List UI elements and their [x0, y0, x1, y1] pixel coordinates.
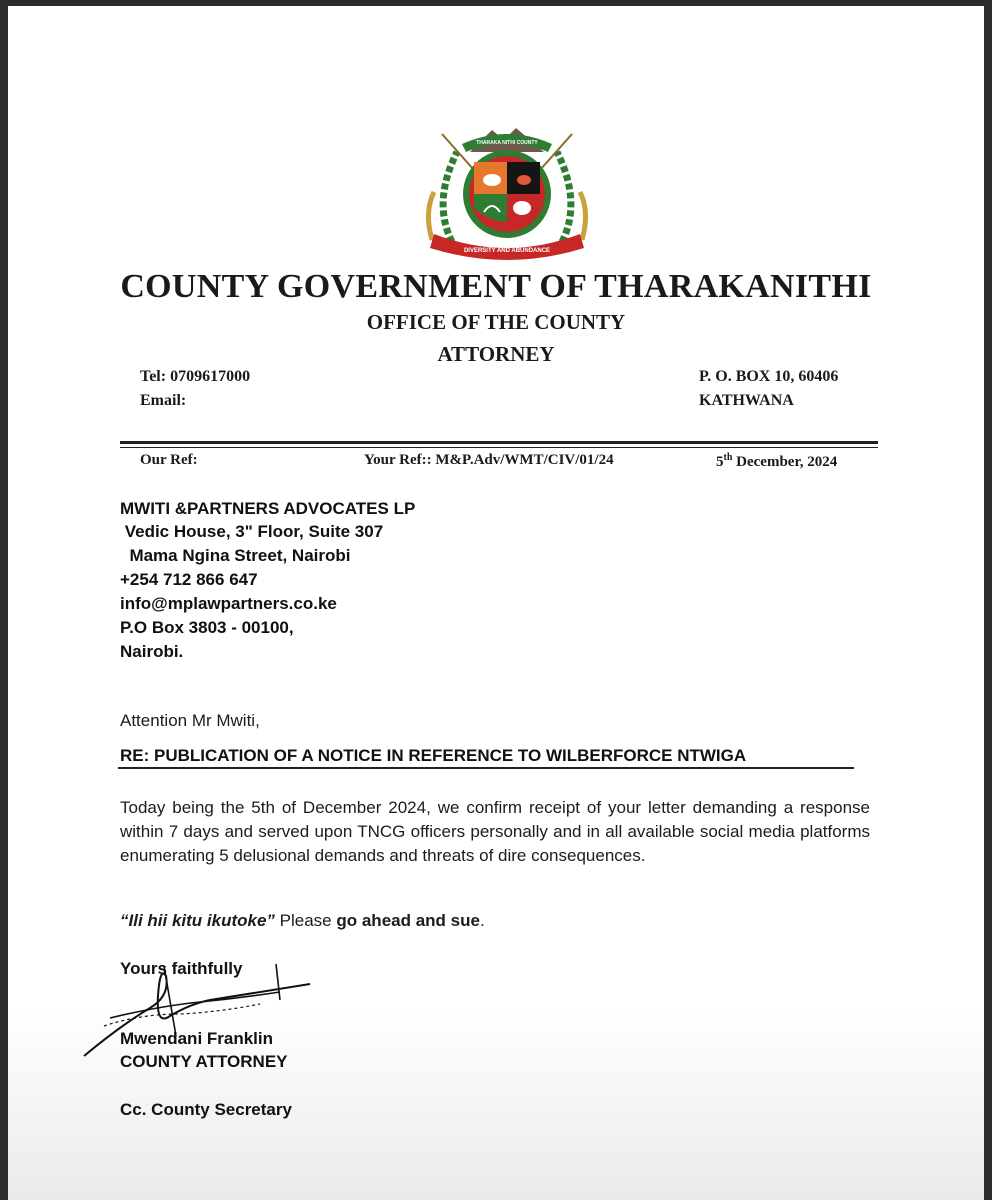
po-box-text: P. O. BOX 10, 60406: [699, 368, 839, 385]
office-line-1: OFFICE OF THE COUNTY: [366, 310, 626, 334]
closing-bold: go ahead and sue: [336, 911, 480, 930]
closing-period: .: [479, 911, 485, 930]
town-text: KATHWANA: [699, 392, 794, 409]
recipient-phone: +254 712 866 647: [120, 570, 258, 589]
recipient-name: MWITI &PARTNERS ADVOCATES LP: [120, 499, 416, 518]
body-paragraph: Today being the 5th of December 2024, we confirm receipt of your letter demanding a response within 7 days and served upon TNCG officers personally and in all available social media platforms enumerating 5 delusional demands and threats of dire consequences.: [120, 798, 870, 865]
date-suffix: th: [723, 452, 733, 463]
attention-line: Attention Mr Mwiti,: [120, 711, 260, 730]
recipient-line-2: Mama Ngina Street, Nairobi: [120, 546, 351, 565]
letter-page: [8, 6, 984, 1200]
cc-line: Cc. County Secretary: [120, 1100, 292, 1119]
date-day: 5: [716, 454, 724, 470]
recipient-line-1: Vedic House, 3" Floor, Suite 307: [120, 522, 384, 541]
recipient-town: Nairobi.: [120, 642, 184, 661]
office-line-2: ATTORNEY: [437, 342, 555, 366]
county-crest-logo: [412, 122, 602, 268]
letterhead-title: COUNTY GOVERNMENT OF THARAKANITHI: [120, 268, 872, 305]
crest-banner-bottom-text: DIVERSITY AND ABUNDANCE: [463, 248, 551, 254]
tel-text: Tel: 0709617000: [140, 368, 251, 385]
recipient-po-box: P.O Box 3803 - 00100,: [120, 618, 294, 637]
recipient-email: info@mplawpartners.co.ke: [120, 594, 337, 613]
date-rest: December, 2024: [732, 454, 838, 470]
subject-line: RE: PUBLICATION OF A NOTICE IN REFERENCE TO WILBERFORCE NTWIGA: [120, 746, 747, 765]
crest-banner-top-text: THARAKA NITHI COUNTY: [476, 140, 538, 146]
closing-middle: Please: [274, 911, 337, 930]
closing-line: [120, 909, 485, 933]
signatory-title: COUNTY ATTORNEY: [120, 1052, 288, 1071]
signatory-name: Mwendani Franklin: [120, 1029, 274, 1048]
email-text: Email:: [140, 392, 187, 409]
header-divider-thick: [120, 441, 878, 444]
our-ref: Our Ref:: [140, 452, 198, 468]
letter-date: [716, 452, 837, 471]
subject-underline: [118, 767, 854, 769]
header-divider-thin: [120, 447, 878, 448]
your-ref: Your Ref:: M&P.Adv/WMT/CIV/01/24: [364, 452, 614, 468]
closing-quote: “Ili hii kitu ikutoke”: [120, 911, 275, 930]
valediction: Yours faithfully: [120, 959, 243, 978]
